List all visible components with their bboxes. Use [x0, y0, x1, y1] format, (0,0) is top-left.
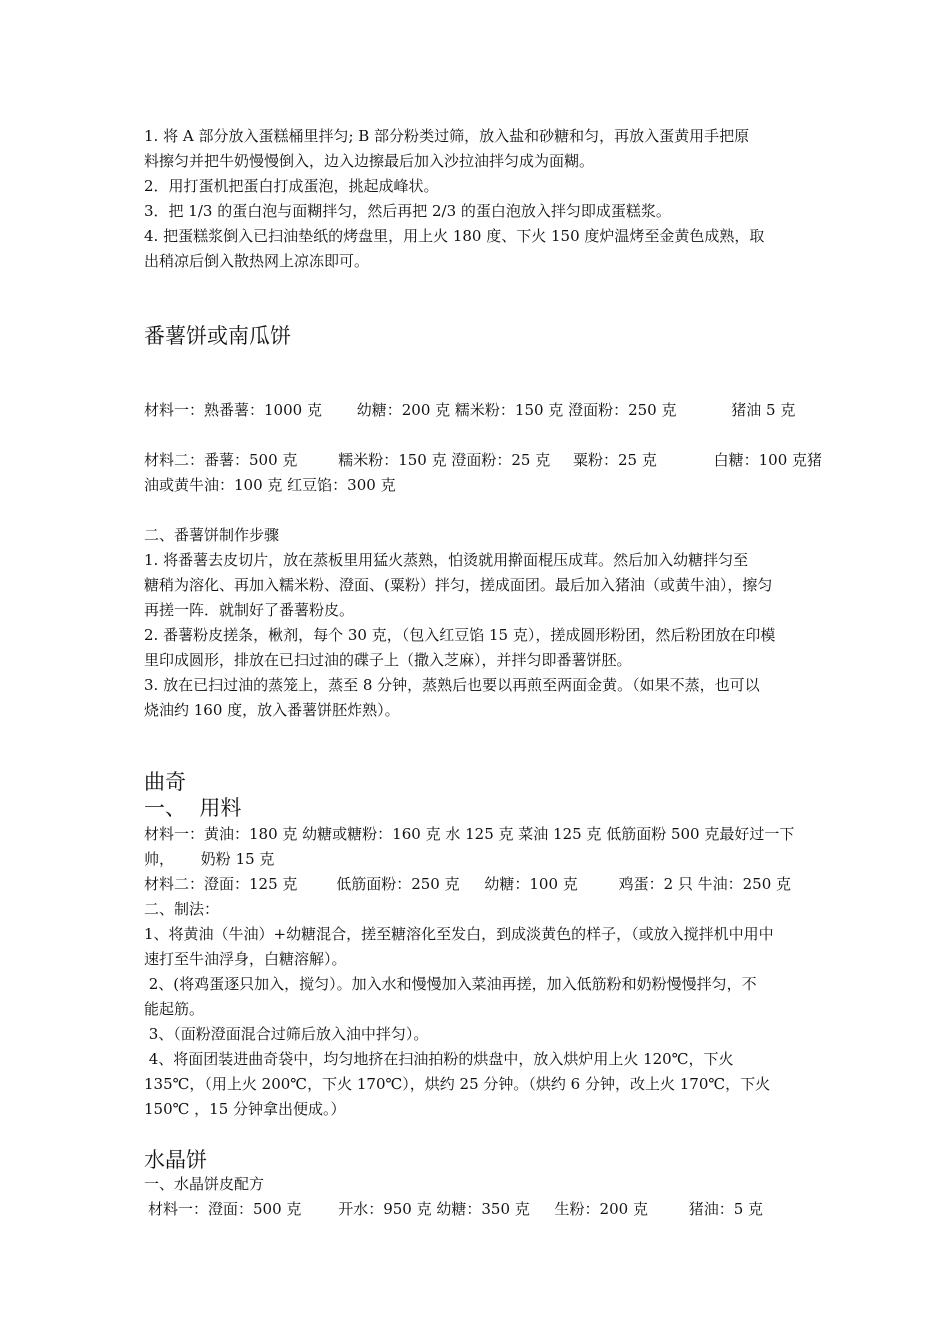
cookie-material-1: 材料一：黄油：180 克 幼糖或糖粉：160 克 水 125 克 菜油 125 克 低筋面粉 500 克最好过一下: [144, 825, 795, 843]
material-item: 帅，: [144, 850, 175, 868]
cake-step-3: 3．把 1/3 的蛋白泡与面糊拌匀，然后再把 2/3 的蛋白泡放入拌匀即成蛋糕浆。: [144, 202, 671, 220]
material-item: 幼糖：100 克: [484, 875, 578, 893]
sweet-potato-heading: 番薯饼或南瓜饼: [144, 324, 291, 348]
cookie-step: 3、（面粉澄面混合过筛后放入油中拌匀）。: [144, 1025, 429, 1043]
sweet-potato-step: 再搓一阵．就制好了番薯粉皮。: [144, 601, 355, 619]
cookie-subheading: 一、 用料: [144, 796, 242, 820]
sweet-potato-material-2-cont: 油或黄牛油：100 克 红豆馅：300 克: [144, 476, 396, 494]
cookie-method-title: 二、制法：: [144, 900, 220, 918]
material-item: 材料一：澄面：500 克: [148, 1200, 302, 1218]
sweet-potato-step: 烧油约 160 度，放入番薯饼胚炸熟）。: [144, 701, 400, 719]
cake-step-1a: 1. 将 A 部分放入蛋糕桶里拌匀; B 部分粉类过筛，放入盐和砂糖和匀，再放入蛋黄用手把原: [144, 127, 750, 145]
sweet-potato-step: 2. 番薯粉皮搓条，楸剂，每个 30 克，（包入红豆馅 15 克），搓成圆形粉团，然后粉团放在印模: [144, 626, 776, 644]
sweet-potato-step: 3. 放在已扫过油的蒸笼上，蒸至 8 分钟，蒸熟后也要以再煎至两面金黄。（如果不蒸，也可以: [144, 676, 760, 694]
cake-step-4b: 出稍凉后倒入散热网上凉冻即可。: [144, 252, 370, 270]
cake-step-4a: 4. 把蛋糕浆倒入已扫油垫纸的烤盘里，用上火 180 度、下火 150 度炉温烤至金黄色成熟，取: [144, 227, 765, 245]
sweet-potato-step: 糖稍为溶化、再加入糯米粉、澄面、(粟粉）拌匀，搓成面团。最后加入猪油（或黄牛油），擦匀: [144, 576, 773, 594]
material-item: 白糖：100 克猪: [713, 451, 823, 469]
cookie-step: 4、将面团装进曲奇袋中，均匀地挤在扫油拍粉的烘盘中，放入烘炉用上火 120℃，下火: [144, 1050, 734, 1068]
material-item: 低筋面粉：250 克: [336, 875, 460, 893]
material-item: 鸡蛋：2 只 牛油：250 克: [618, 875, 792, 893]
crystal-heading: 水晶饼: [144, 1148, 207, 1172]
material-item: 猪油 5 克: [731, 401, 796, 419]
sweet-potato-step: 里印成圆形，排放在已扫过油的碟子上（撒入芝麻），并拌匀即番薯饼胚。: [144, 651, 632, 669]
cookie-step: 能起筋。: [144, 1000, 205, 1018]
sweet-potato-step: 1. 将番薯去皮切片，放在蒸板里用猛火蒸熟，怕烫就用擀面棍压成茸。然后加入幼糖拌匀至: [144, 551, 749, 569]
cookie-step: 135℃，（用上火 200℃，下火 170℃），烘约 25 分钟。（烘约 6 分钟，改上火 170℃，下火: [144, 1075, 771, 1093]
cookie-step: 150℃ ，15 分钟拿出便成。）: [144, 1100, 346, 1118]
material-item: 幼糖：200 克 糯米粉：150 克 澄面粉：250 克: [356, 401, 677, 419]
material-item: 粟粉：25 克: [573, 451, 657, 469]
material-item: 材料二：澄面：125 克: [144, 875, 298, 893]
cookie-material-2: [144, 872, 809, 897]
cookie-material-1-cont: [144, 847, 809, 872]
material-item: 开水：950 克 幼糖：350 克: [338, 1200, 530, 1218]
material-item: 奶粉 15 克: [200, 850, 275, 868]
sweet-potato-material-1: [144, 398, 809, 423]
material-item: 猪油：5 克: [688, 1200, 764, 1218]
crystal-material-1: [148, 1197, 813, 1222]
cookie-step: 1、将黄油（牛油）+幼糖混合，搓至糖溶化至发白，到成淡黄色的样子，（或放入搅拌机中用中: [144, 925, 774, 943]
material-item: 糯米粉：150 克 澄面粉：25 克: [338, 451, 551, 469]
cookie-step: 2、(将鸡蛋逐只加入，搅匀）。加入水和慢慢加入菜油再搓，加入低筋粉和奶粉慢慢拌匀，不: [144, 975, 757, 993]
sweet-potato-steps-title: 二、番薯饼制作步骤: [144, 526, 280, 544]
cake-step-2: 2．用打蛋机把蛋白打成蛋泡，挑起成峰状。: [144, 177, 439, 195]
material-item: 生粉：200 克: [554, 1200, 648, 1218]
material-item: 材料二：番薯：500 克: [144, 451, 298, 469]
cookie-step: 速打至牛油浮身，白糖溶解）。: [144, 950, 347, 968]
sweet-potato-material-2: [144, 448, 823, 473]
crystal-subheading: 一、水晶饼皮配方: [144, 1175, 265, 1193]
material-item: 材料一：熟番薯：1000 克: [144, 401, 322, 419]
cake-step-1b: 料擦匀并把牛奶慢慢倒入，边入边擦最后加入沙拉油拌匀成为面糊。: [144, 152, 595, 170]
cookie-heading: 曲奇: [144, 770, 186, 794]
